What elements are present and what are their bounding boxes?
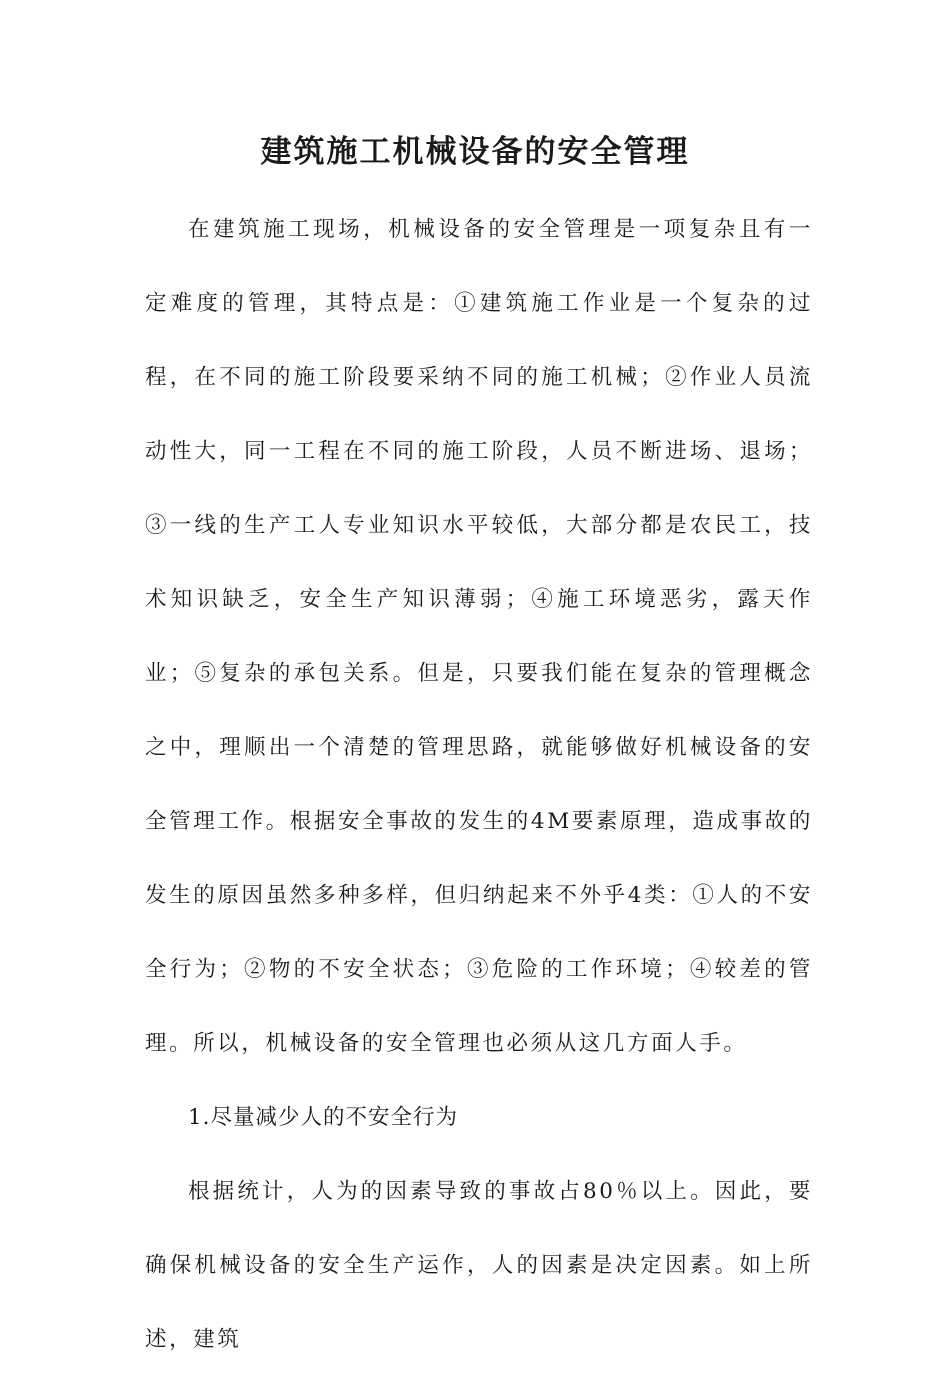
- body-paragraph: 在建筑施工现场，机械设备的安全管理是一项复杂且有一定难度的管理，其特点是：①建筑施工作业是一个复杂的过程，在不同的施工阶段要采纳不同的施工机械；②作业人员流动性大，同一工程在不同的施工阶段，人员不断进场、退场；③一线的生产工人专业知识水平较低，大部分都是农民工，技术知识缺乏，安全生产知识薄弱；④施工环境恶劣，露天作业；⑤复杂的承包关系。但是，只要我们能在复杂的管理概念之中，理顺出一个清楚的管理思路，就能够做好机械设备的安全管理工作。根据安全事故的发生的4M要素原理，造成事故的发生的原因虽然多种多样，但归纳起来不外乎4类：①人的不安全行为；②物的不安全状态；③危险的工作环境；④较差的管理。所以，机械设备的安全管理也必须从这几方面人手。: [145, 217, 813, 1056]
- body-paragraph: 根据统计，人为的因素导致的事故占80％以上。因此，要确保机械设备的安全生产运作，人的因素是决定因素。如上所述，建筑: [145, 1179, 813, 1352]
- document-title: 建筑施工机械设备的安全管理: [260, 134, 690, 170]
- document-body: [145, 193, 813, 1377]
- section-heading: 1.尽量减少人的不安全行为: [188, 1105, 459, 1130]
